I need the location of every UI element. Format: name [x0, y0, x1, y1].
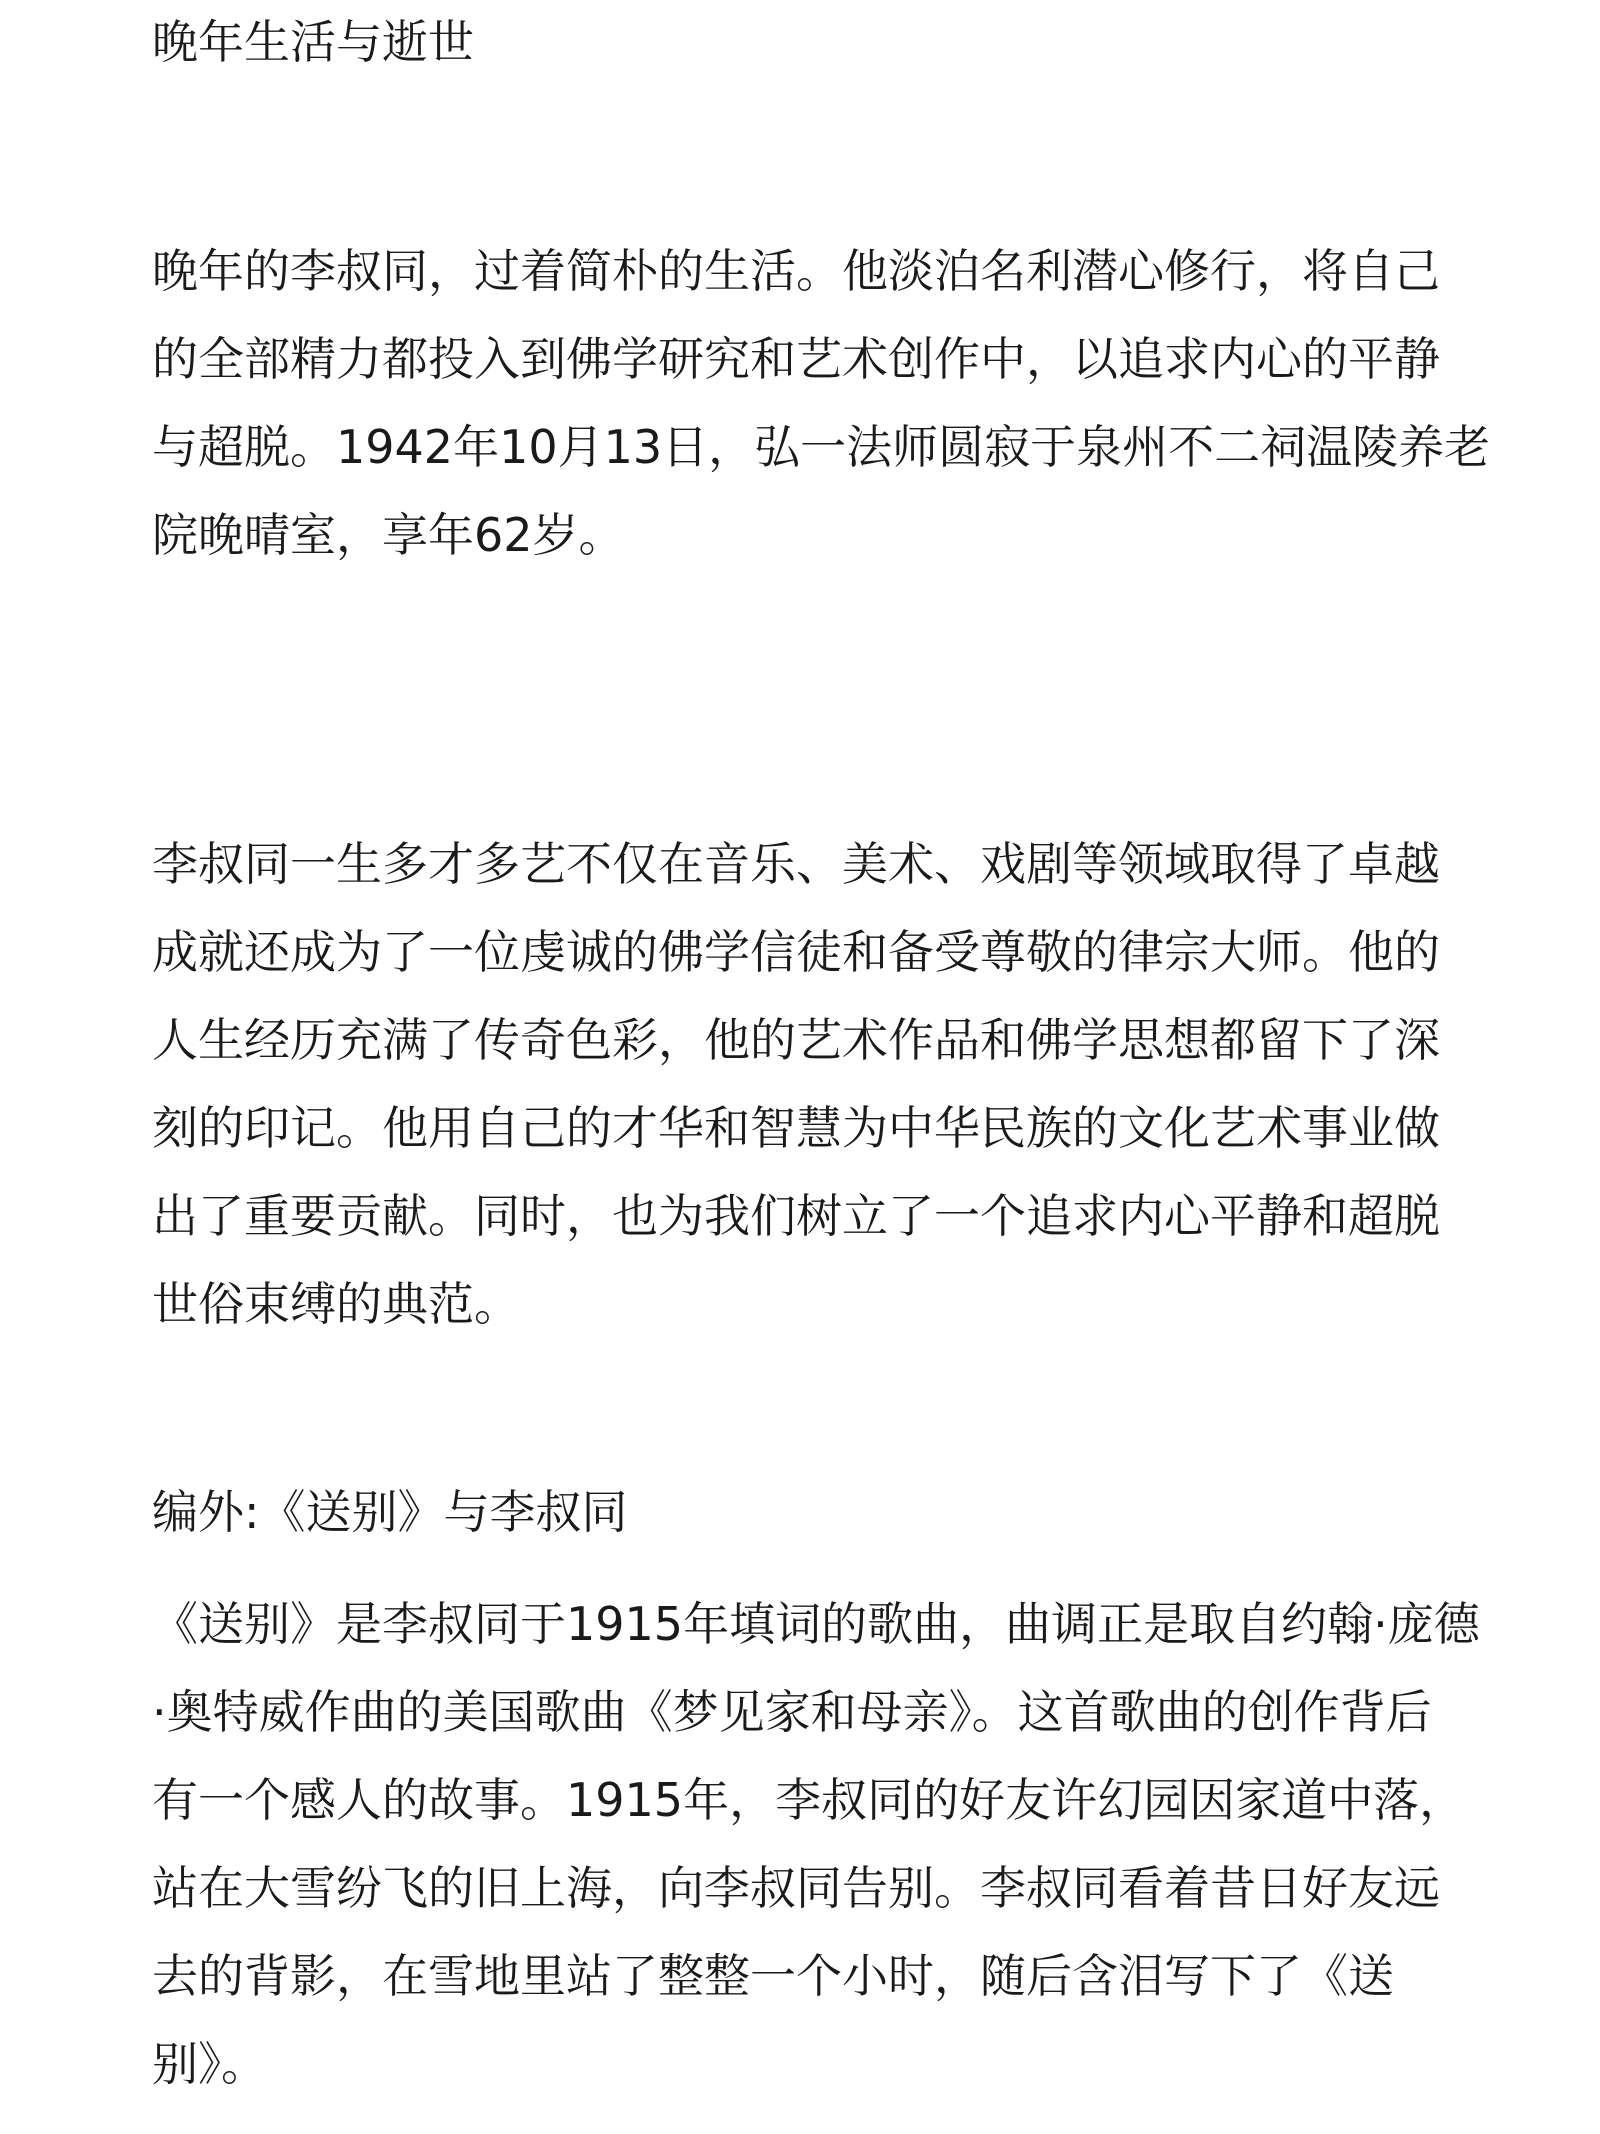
paragraph-line: 人生经历充满了传奇色彩，他的艺术作品和佛学思想都留下了深	[152, 1013, 1440, 1067]
paragraph-line: 的全部精力都投入到佛学研究和艺术创作中，以追求内心的平静	[152, 332, 1440, 386]
paragraph-line: 成就还成为了一位虔诚的佛学信徒和备受尊敬的律宗大师。他的	[152, 925, 1440, 979]
paragraph-line: 有一个感人的故事。1915年，李叔同的好友许幻园因家道中落，	[152, 1773, 1466, 1827]
paragraph-line: 站在大雪纷飞的旧上海，向李叔同告别。李叔同看着昔日好友远	[152, 1861, 1440, 1915]
paragraph-line: 去的背影，在雪地里站了整整一个小时，随后含泪写下了《送	[152, 1949, 1394, 2003]
section-heading-farewell: 编外:《送别》与李叔同	[152, 1485, 628, 1539]
paragraph-line: 李叔同一生多才多艺不仅在音乐、美术、戏剧等领域取得了卓越	[152, 837, 1440, 891]
paragraph-line: 院晚晴室，享年62岁。	[152, 508, 625, 562]
paragraph-line: 《送别》是李叔同于1915年填词的歌曲，曲调正是取自约翰·庞德	[152, 1597, 1480, 1651]
paragraph-farewell	[152, 1580, 1492, 2108]
paragraph-summary	[152, 820, 1492, 1348]
paragraph-line: 别》。	[152, 2037, 267, 2091]
paragraph-line: 与超脱。1942年10月13日，弘一法师圆寂于泉州不二祠温陵养老	[152, 420, 1491, 474]
paragraph-line: 刻的印记。他用自己的才华和智慧为中华民族的文化艺术事业做	[152, 1101, 1440, 1155]
paragraph-late-life	[152, 227, 1492, 579]
paragraph-line: ·奥特威作曲的美国歌曲《梦见家和母亲》。这首歌曲的创作背后	[152, 1685, 1432, 1739]
paragraph-line: 出了重要贡献。同时，也为我们树立了一个追求内心平静和超脱	[152, 1189, 1440, 1243]
paragraph-line: 世俗束缚的典范。	[152, 1277, 520, 1331]
section-heading-late-life: 晚年生活与逝世	[152, 15, 474, 69]
paragraph-line: 晚年的李叔同，过着简朴的生活。他淡泊名利潜心修行，将自己	[152, 244, 1440, 298]
